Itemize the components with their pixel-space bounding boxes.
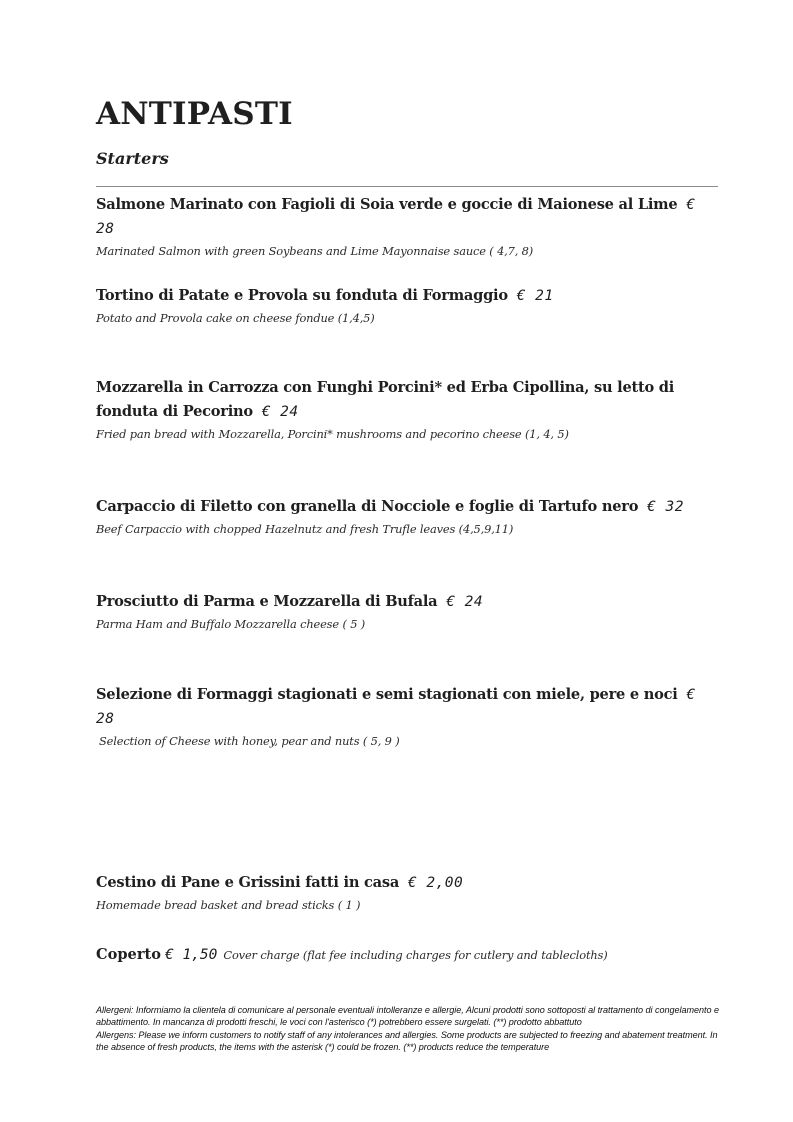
dish-description: Selection of Cheese with honey, pear and nuts ( 5, 9 )	[99, 734, 400, 748]
menu-item	[96, 376, 721, 442]
dish-name-line	[96, 284, 721, 308]
dish-description: Homemade bread basket and bread sticks ( 1 )	[96, 898, 361, 912]
dish-name: Prosciutto di Parma e Mozzarella di Bufala	[96, 593, 438, 610]
dish-price: € 28	[96, 197, 696, 237]
dish-name: Mozzarella in Carrozza con Funghi Porcini* ed Erba Cipollina, su letto di fonduta di Pecorino	[96, 379, 675, 420]
dish-price: € 24	[446, 594, 484, 610]
dish-price: € 32	[647, 499, 684, 515]
dish-description: Parma Ham and Buffalo Mozzarella cheese ( 5 )	[96, 617, 366, 631]
cover-charge-note: Cover charge (flat fee including charges for cutlery and tablecloths)	[223, 948, 608, 962]
cover-charge	[96, 944, 736, 963]
dish-name-line	[96, 376, 721, 424]
dish-price: € 21	[516, 288, 554, 304]
menu-item	[96, 590, 721, 632]
dish-price: € 24	[261, 404, 299, 420]
title-divider	[96, 186, 718, 187]
page-title: ANTIPASTI	[96, 96, 293, 132]
dish-name-line	[96, 193, 721, 241]
dish-price: € 28	[96, 687, 696, 727]
dish-name: Cestino di Pane e Grissini fatti in casa	[96, 874, 400, 891]
menu-item	[96, 284, 721, 326]
page-subtitle: Starters	[96, 149, 169, 168]
dish-name-line	[96, 683, 721, 731]
dish-description: Beef Carpaccio with chopped Hazelnutz and fresh Trufle leaves (4,5,9,11)	[96, 522, 514, 536]
menu-item	[96, 871, 721, 913]
dish-name-line	[96, 871, 721, 895]
allergen-notice-english: Allergens: Please we inform customers to notify staff of any intolerances and allergies. Some products are subjected to freezing and abatement treatment. In the absence of fresh products, the items with the asterisk (*) could be frozen. (**) products reduce the temperature	[96, 1029, 718, 1053]
dish-price: € 2,00	[407, 875, 464, 891]
allergen-notice	[96, 1004, 721, 1054]
dish-name: Tortino di Patate e Provola su fonduta di Formaggio	[96, 287, 508, 304]
allergen-notice-italian: Allergeni: Informiamo la clientela di comunicare al personale eventuali intolleranze e allergie, Alcuni prodotti sono sottoposti al trattamento di congelamento e abbattimento. In mancanza di prodotti freschi, le voci con l'asterisco (*) potrebbero essere surgelati. (**) prodotto abbattuto	[96, 1005, 719, 1028]
menu-item	[96, 495, 721, 537]
dish-name: Selezione di Formaggi stagionati e semi stagionati con miele, pere e noci	[96, 686, 678, 703]
dish-name: Salmone Marinato con Fagioli di Soia verde e goccie di Maionese al Lime	[96, 196, 678, 213]
menu-item	[96, 193, 721, 259]
dish-name-line	[96, 495, 721, 519]
dish-name-line	[96, 590, 721, 614]
dish-description: Fried pan bread with Mozzarella, Porcini* mushrooms and pecorino cheese (1, 4, 5)	[96, 427, 569, 441]
dish-description: Potato and Provola cake on cheese fondue (1,4,5)	[96, 311, 375, 325]
cover-charge-price: € 1,50	[165, 947, 218, 963]
dish-description: Marinated Salmon with green Soybeans and Lime Mayonnaise sauce ( 4,7, 8)	[96, 244, 534, 258]
menu-item	[96, 683, 721, 749]
dish-name: Carpaccio di Filetto con granella di Nocciole e foglie di Tartufo nero	[96, 498, 639, 515]
cover-charge-label: Coperto	[96, 946, 162, 963]
